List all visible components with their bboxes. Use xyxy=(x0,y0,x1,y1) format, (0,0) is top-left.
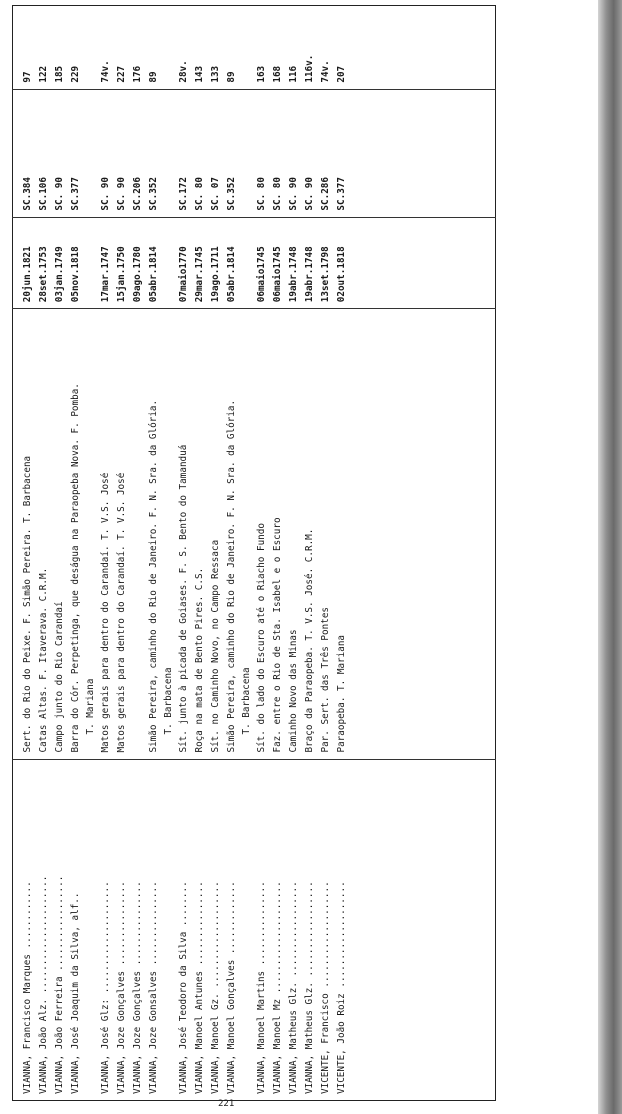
grantee-name: VIANNA, João Alz. ..................... xyxy=(35,759,51,1100)
grant-date: 28set.1753 xyxy=(35,217,51,309)
grant-date xyxy=(161,217,175,309)
folio-number: 28v. xyxy=(177,60,189,83)
table-row xyxy=(113,6,129,1101)
folio-number: 97 xyxy=(21,71,33,83)
table-row xyxy=(67,6,83,1101)
location: Simão Pereira, caminho do Rio de Janeiro. F. N. Sra. da Glória. xyxy=(145,309,161,759)
location: Sert. do Rio do Peixe. F. Simão Pereira. T. Barbacena xyxy=(13,309,36,759)
location: Par. Sert. das Três Pontes xyxy=(317,309,333,759)
grant-date: 15jan.1750 xyxy=(113,217,129,309)
folio-number: 229 xyxy=(69,65,81,83)
codex-reference xyxy=(83,89,97,217)
grant-date xyxy=(83,217,97,309)
grantee-name: VIANNA, Manoel Gz. ................... xyxy=(207,759,223,1100)
location: Caminho Novo das Minas xyxy=(285,309,301,759)
location: Sít. junto à picada de Goiases. F. S. Bento do Tamanduá xyxy=(175,309,191,759)
grant-date: 20jun.1821 xyxy=(13,217,36,309)
location: Faz. entre o Rio de Sta. Isabel e o Escuro xyxy=(269,309,285,759)
location: Campo junto do Rio Carandaí xyxy=(51,309,67,759)
location: T. Mariana xyxy=(83,309,97,759)
location: T. Barbacena xyxy=(239,309,253,759)
grant-date: 19abr.1748 xyxy=(285,217,301,309)
location: Roça na mata de Bento Pires. C.S. xyxy=(191,309,207,759)
grantee-name: VIANNA, Matheus Glz. ................. xyxy=(301,759,317,1100)
grant-date: 19abr.1748 xyxy=(301,217,317,309)
folio-number: 89 xyxy=(225,71,237,83)
folio-number: 176 xyxy=(131,65,143,83)
grantee-name: VIANNA, Joze Gonçalves ............... xyxy=(129,759,145,1100)
codex-reference: SC.384 xyxy=(13,89,36,217)
grant-date: 13set.1798 xyxy=(317,217,333,309)
binding-gutter xyxy=(598,0,622,1114)
folio-number: 143 xyxy=(193,65,205,83)
table-row xyxy=(285,6,301,1101)
codex-reference: SC.352 xyxy=(145,89,161,217)
location xyxy=(129,309,145,759)
grant-date: 17mar.1747 xyxy=(97,217,113,309)
codex-reference: SC. 90 xyxy=(113,89,129,217)
location: T. Barbacena xyxy=(161,309,175,759)
page-number: 221 xyxy=(218,1099,235,1109)
codex-reference: SC. 80 xyxy=(269,89,285,217)
table-row xyxy=(51,6,67,1101)
grantee-name: VIANNA, João Ferreira ................. xyxy=(51,759,67,1100)
grant-date: 03jan.1749 xyxy=(51,217,67,309)
folio-number: 185 xyxy=(53,65,65,83)
folio-number: 74v. xyxy=(99,60,111,83)
location: Sít. no Caminho Novo, no Campo Ressaca xyxy=(207,309,223,759)
grantee-name: VIANNA, Matheus Glz. ................. xyxy=(285,759,301,1100)
folio-number: 168 xyxy=(271,65,283,83)
folio-number: 207 xyxy=(335,65,347,83)
grantee-name: VIANNA, José Glz: .................... xyxy=(97,759,113,1100)
table-row xyxy=(35,6,51,1101)
grant-date: 05nov.1818 xyxy=(67,217,83,309)
grant-date: 06maio1745 xyxy=(253,217,269,309)
location: Catas Altas. F. Itaverava. C.R.M. xyxy=(35,309,51,759)
table-row xyxy=(129,6,145,1101)
codex-reference: SC.377 xyxy=(67,89,83,217)
table-row-continuation xyxy=(239,6,253,1101)
folio-number: 133 xyxy=(209,65,221,83)
grant-date: 09ago.1780 xyxy=(129,217,145,309)
location: Braço da Paraopeba. T. V.S. José. C.R.M. xyxy=(301,309,317,759)
grant-date: 07maio1770 xyxy=(175,217,191,309)
codex-reference: SC.286 xyxy=(317,89,333,217)
table-row xyxy=(253,6,269,1101)
codex-reference: SC. 90 xyxy=(51,89,67,217)
table-row xyxy=(191,6,207,1101)
grantee-name xyxy=(83,759,97,1100)
grantee-name: VIANNA, Joze Gonsalves ............... xyxy=(145,759,161,1100)
grant-date: 06maio1745 xyxy=(269,217,285,309)
table-row xyxy=(97,6,113,1101)
grant-date: 02out.1818 xyxy=(333,217,349,309)
table-row xyxy=(269,6,285,1101)
grantee-name: VIANNA, Manoel Gonçalves ............. xyxy=(223,759,239,1100)
grantee-name xyxy=(239,759,253,1100)
grantee-name: VIANNA, Manoel Antunes ............... xyxy=(191,759,207,1100)
codex-reference: SC. 80 xyxy=(191,89,207,217)
grantee-name: VICENTE, Francisco ................... xyxy=(317,759,333,1100)
grantee-name: VIANNA, Manoel Martins ............... xyxy=(253,759,269,1100)
grantee-name xyxy=(161,759,175,1100)
grant-date: 29mar.1745 xyxy=(191,217,207,309)
table-row xyxy=(317,6,333,1101)
grantee-name: VICENTE, João Roiz ................... xyxy=(333,759,349,1100)
folio-number: 163 xyxy=(255,65,267,83)
folio-number xyxy=(161,6,175,90)
folio-number: 74v. xyxy=(319,60,331,83)
location: Matos gerais para dentro do Carandaí. T. V.S. José xyxy=(97,309,113,759)
grant-date: 05abr.1814 xyxy=(145,217,161,309)
table-row xyxy=(333,6,349,1101)
table-row xyxy=(145,6,161,1101)
table-row xyxy=(223,6,239,1101)
location: Sít. do lado do Escuro até o Riacho Fundo xyxy=(253,309,269,759)
grantee-name: VIANNA, Joze Gonçalves ............... xyxy=(113,759,129,1100)
table-row xyxy=(175,6,191,1101)
table-row xyxy=(207,6,223,1101)
rotated-register-page xyxy=(12,5,496,1101)
location: Barra do Cór. Perpetinga, que deságua na Paraopeba Nova. F. Pomba. xyxy=(67,309,83,759)
grantee-name: VIANNA, José Joaquim da Silva, alf.. xyxy=(67,759,83,1100)
location: Paraopeba. T. Mariana xyxy=(333,309,349,759)
codex-reference: SC. 07 xyxy=(207,89,223,217)
table-row-continuation xyxy=(161,6,175,1101)
folio-number: 122 xyxy=(37,65,49,83)
location: Simão Pereira, caminho do Rio de Janeiro. F. N. Sra. da Glória. xyxy=(223,309,239,759)
codex-reference: SC.206 xyxy=(129,89,145,217)
folio-number: 116v. xyxy=(303,54,315,83)
folio-number: 227 xyxy=(115,65,127,83)
codex-reference xyxy=(161,89,175,217)
codex-reference: SC.172 xyxy=(175,89,191,217)
codex-reference: SC.377 xyxy=(333,89,349,217)
table-row-continuation xyxy=(83,6,97,1101)
grantee-name: VIANNA, Manoel Mz .................... xyxy=(269,759,285,1100)
folio-number: 89 xyxy=(147,71,159,83)
land-grant-register-table xyxy=(12,5,496,1101)
codex-reference: SC. 80 xyxy=(253,89,269,217)
codex-reference: SC. 90 xyxy=(285,89,301,217)
table-spacer-row xyxy=(349,6,496,1101)
codex-reference: SC. 90 xyxy=(301,89,317,217)
codex-reference: SC.352 xyxy=(223,89,239,217)
codex-reference: SC.106 xyxy=(35,89,51,217)
table-row xyxy=(301,6,317,1101)
grant-date xyxy=(239,217,253,309)
table-row xyxy=(13,6,36,1101)
folio-number: 116 xyxy=(287,65,299,83)
location: Matos gerais para dentro do Carandaí. T. V.S. José xyxy=(113,309,129,759)
grant-date: 05abr.1814 xyxy=(223,217,239,309)
grant-date: 19ago.1711 xyxy=(207,217,223,309)
grantee-name: VIANNA, José Teodoro da Silva ........ xyxy=(175,759,191,1100)
codex-reference xyxy=(239,89,253,217)
folio-number xyxy=(83,6,97,90)
grantee-name: VIANNA, Francisco Marques ............ xyxy=(13,759,36,1100)
codex-reference: SC. 90 xyxy=(97,89,113,217)
folio-number xyxy=(239,6,253,90)
